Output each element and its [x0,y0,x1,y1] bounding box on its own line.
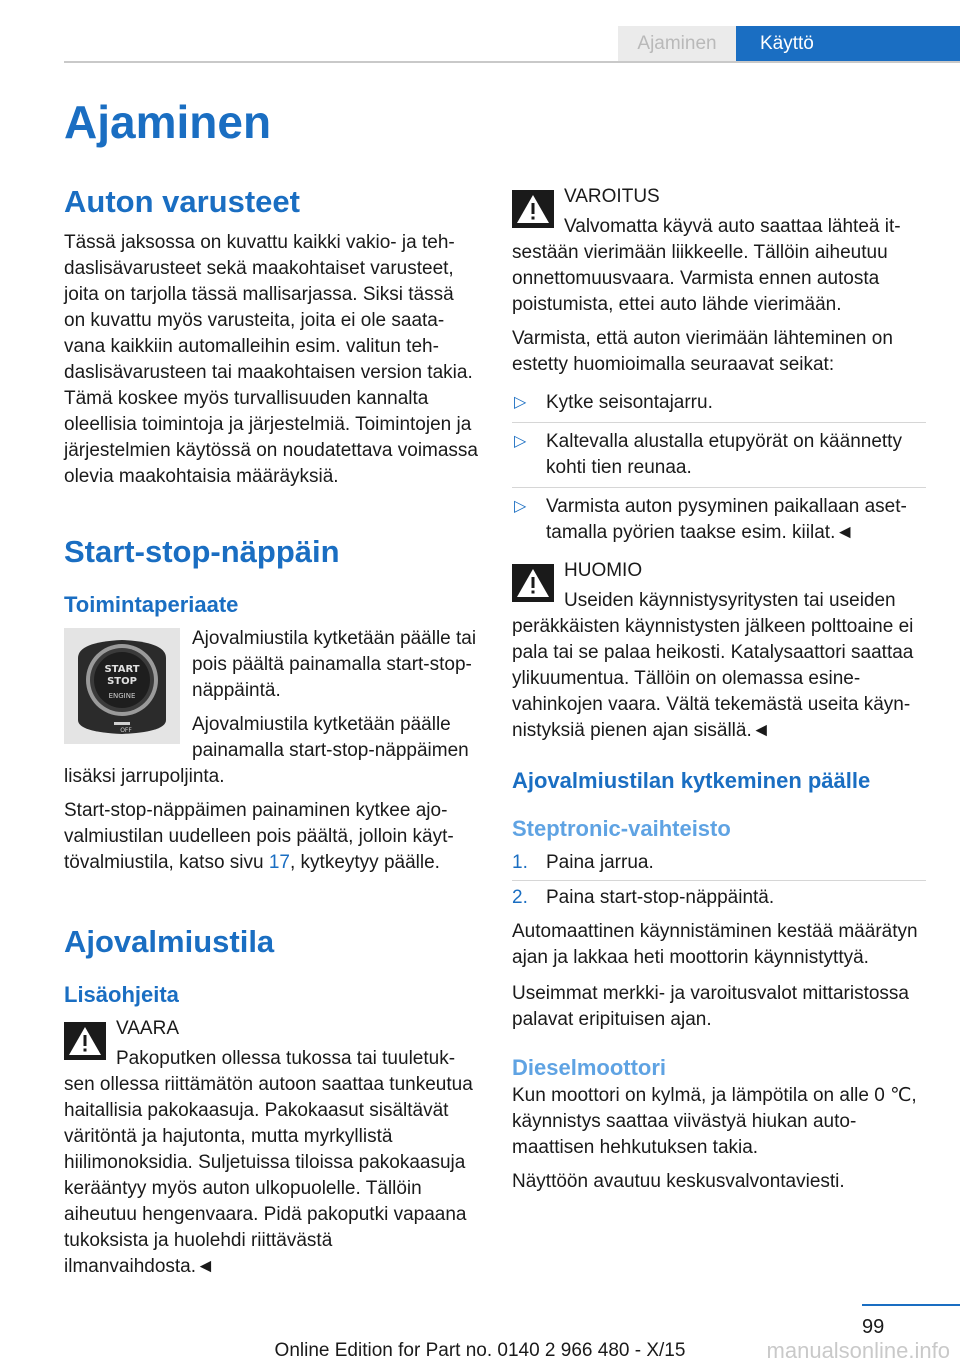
paragraph-start-stop-press [64,798,478,876]
danger-notice [64,1016,478,1280]
caution-notice [512,558,926,744]
subsection-title-toimintaperiaate: Toimintaperiaate [64,592,239,617]
left-column [64,180,478,1280]
start-stop-button-icon [64,628,180,744]
page-reference-link[interactable]: 17 [268,852,290,873]
warning-triangle-icon [512,190,554,228]
button-label-off: OFF [120,727,132,734]
section-title-ajovalmiustila: Ajovalmiustila [64,924,275,959]
triangle-bullet-icon: ▷ [514,433,527,450]
warning-triangle-icon [64,1022,106,1060]
notice-text-varoitus: Valvomatta käyvä auto saattaa lähteä itsestään vierimään liikkeelle. Tällöin aiheutuu onnettomuusvaara. Varmista ennen autosta poistumista, ettei auto lähde vierimään. [512,216,901,315]
notice-text-vaara: Pakoputken ollessa tukossa tai tuuletuksen ollessa riittämätön autoon saattaa tunkeutua haitallisia pakokaasuja. Pakokaasut sisältävät väritöntä ja hajutonta, mutta myrkyllistä hiilimonoksidia. Suljetuissa tiloissa pakokaasuja kerääntyy myös auton ulkopuolelle. Tällöin aiheutuu hengenvaara. Pidä pakoputki vapaana tukoksista ja huolehdi riittävästä ilmanvaihdosta.◄ [64,1048,473,1277]
triangle-bullet-icon: ▷ [514,498,527,515]
edition-text: Online Edition for Part no. 0140 2 966 480 - X/15 [274,1340,686,1361]
notice-label-vaara: VAARA [116,1018,180,1039]
list-item [512,488,926,552]
step-text: Paina jarrua. [546,852,654,873]
paragraph-varusteet: Tässä jaksossa on kuvattu kaikki vakio- ja tehdaslisävarusteet sekä maakohtaiset varusteet, joita on tarjolla tässä mallisarjassa. Siksi tässä on kuvattu myös varusteita, joita ei ole saatavana kaikkiin automalleihin esim. valitun tehdaslisävarusteen tai maakohtaisen version takia. Tämä koskee myös turvallisuuden kannalta oleellisia toimintoja ja järjestelmiä. Toimintojen ja järjestelmien käytössä on noudatettava voimassa olevia maakohtaisia määräyksiä. [64,232,479,487]
warning-triangle-icon [512,564,554,602]
list-item-text: Kytke seisontajarru. [546,392,713,413]
notice-label-huomio: HUOMIO [564,560,643,581]
warning-notice [512,184,926,318]
step-number: 2. [512,887,528,908]
list-item [512,384,926,423]
list-item-text: Kaltevalla alustalla etupyörät on käännetty kohti tien reunaa. [546,431,902,478]
section-title-auton-varusteet: Auton varusteet [64,184,300,219]
start-stop-button-image [64,628,180,744]
section-title-kytkeminen: Ajovalmiustilan kytkeminen päälle [512,768,871,793]
page-number: 99 [862,1316,885,1338]
paragraph-automaattinen: Automaattinen käynnistäminen kestää määrätyn ajan ja lakkaa heti moottorin käynnistyttyä. [512,921,918,968]
running-header-section: Ajaminen [618,26,736,61]
page-title: Ajaminen [64,96,272,148]
subsection-title-diesel: Dieselmoottori [512,1055,667,1080]
button-label-engine: ENGINE [108,692,136,700]
paragraph-diesel: Kun moottori on kylmä, ja lämpötila on alle 0 ℃, käynnistys saattaa viivästyä hiukan automaattisen hehkutuksen takia. [512,1085,917,1158]
list-item [512,846,926,881]
button-label-start: START [104,664,140,675]
list-item [512,423,926,488]
notice-text-huomio: Useiden käynnistysyritysten tai useiden peräkkäisten käynnistysten jälkeen polttoaine ei pala tai se palaa heikosti. Katalysaattori saattaa ylikuumentua. Tällöin on olemassa esinevahinkojen vaara. Vältä tekemästä useita käynnistyksiä pienen ajan sisällä.◄ [512,590,914,741]
paragraph-start-stop-press-text: Start-stop-näppäimen painaminen kytkee ajovalmiustilan uudelleen pois päältä, jolloin käyttövalmiustila, katso sivu [64,800,454,873]
list-item-text: Varmista auton pysyminen paikallaan asettamalla pyörien taakse esim. kiilat.◄ [546,496,907,543]
safety-bullet-list [512,384,926,552]
button-label-stop: STOP [107,676,137,687]
header-rule [64,61,960,63]
subsection-title-lisaohjeita: Lisäohjeita [64,982,179,1007]
paragraph-start-stop-press-end: , kytkeytyy päälle. [290,852,440,873]
paragraph-ajovalmiustila-2: Ajovalmiustila kytketään päälle painamalla start-stop-näppäimen lisäksi jarrupoljinta. [64,714,469,787]
paragraph-ajovalmiustila-1: Ajovalmiustila kytketään päälle tai pois päältä painamalla start-stop-näppäintä. [192,628,477,701]
paragraph-merkkivalot: Useimmat merkki- ja varoitusvalot mittaristossa palavat eripituisen ajan. [512,983,909,1030]
watermark-site: manualsonline.info [766,1338,950,1363]
step-text: Paina start-stop-näppäintä. [546,887,775,908]
notice-label-varoitus: VAROITUS [564,186,660,207]
right-column [512,184,926,1195]
section-title-start-stop: Start-stop-näppäin [64,534,340,569]
steps-list [512,846,926,915]
page-number-rule [862,1304,960,1306]
subsection-title-steptronic: Steptronic-vaihteisto [512,816,731,841]
footer-edition [0,1340,960,1362]
paragraph-vierimaan: Varmista, että auton vierimään lähteminen on estetty huomioimalla seuraavat seikat: [512,328,893,375]
running-header-chapter: Käyttö [736,26,960,61]
list-item [512,881,926,915]
paragraph-keskusvalvonta: Näyttöön avautuu keskusvalvontaviesti. [512,1171,845,1192]
triangle-bullet-icon: ▷ [514,394,527,411]
step-number: 1. [512,852,528,873]
